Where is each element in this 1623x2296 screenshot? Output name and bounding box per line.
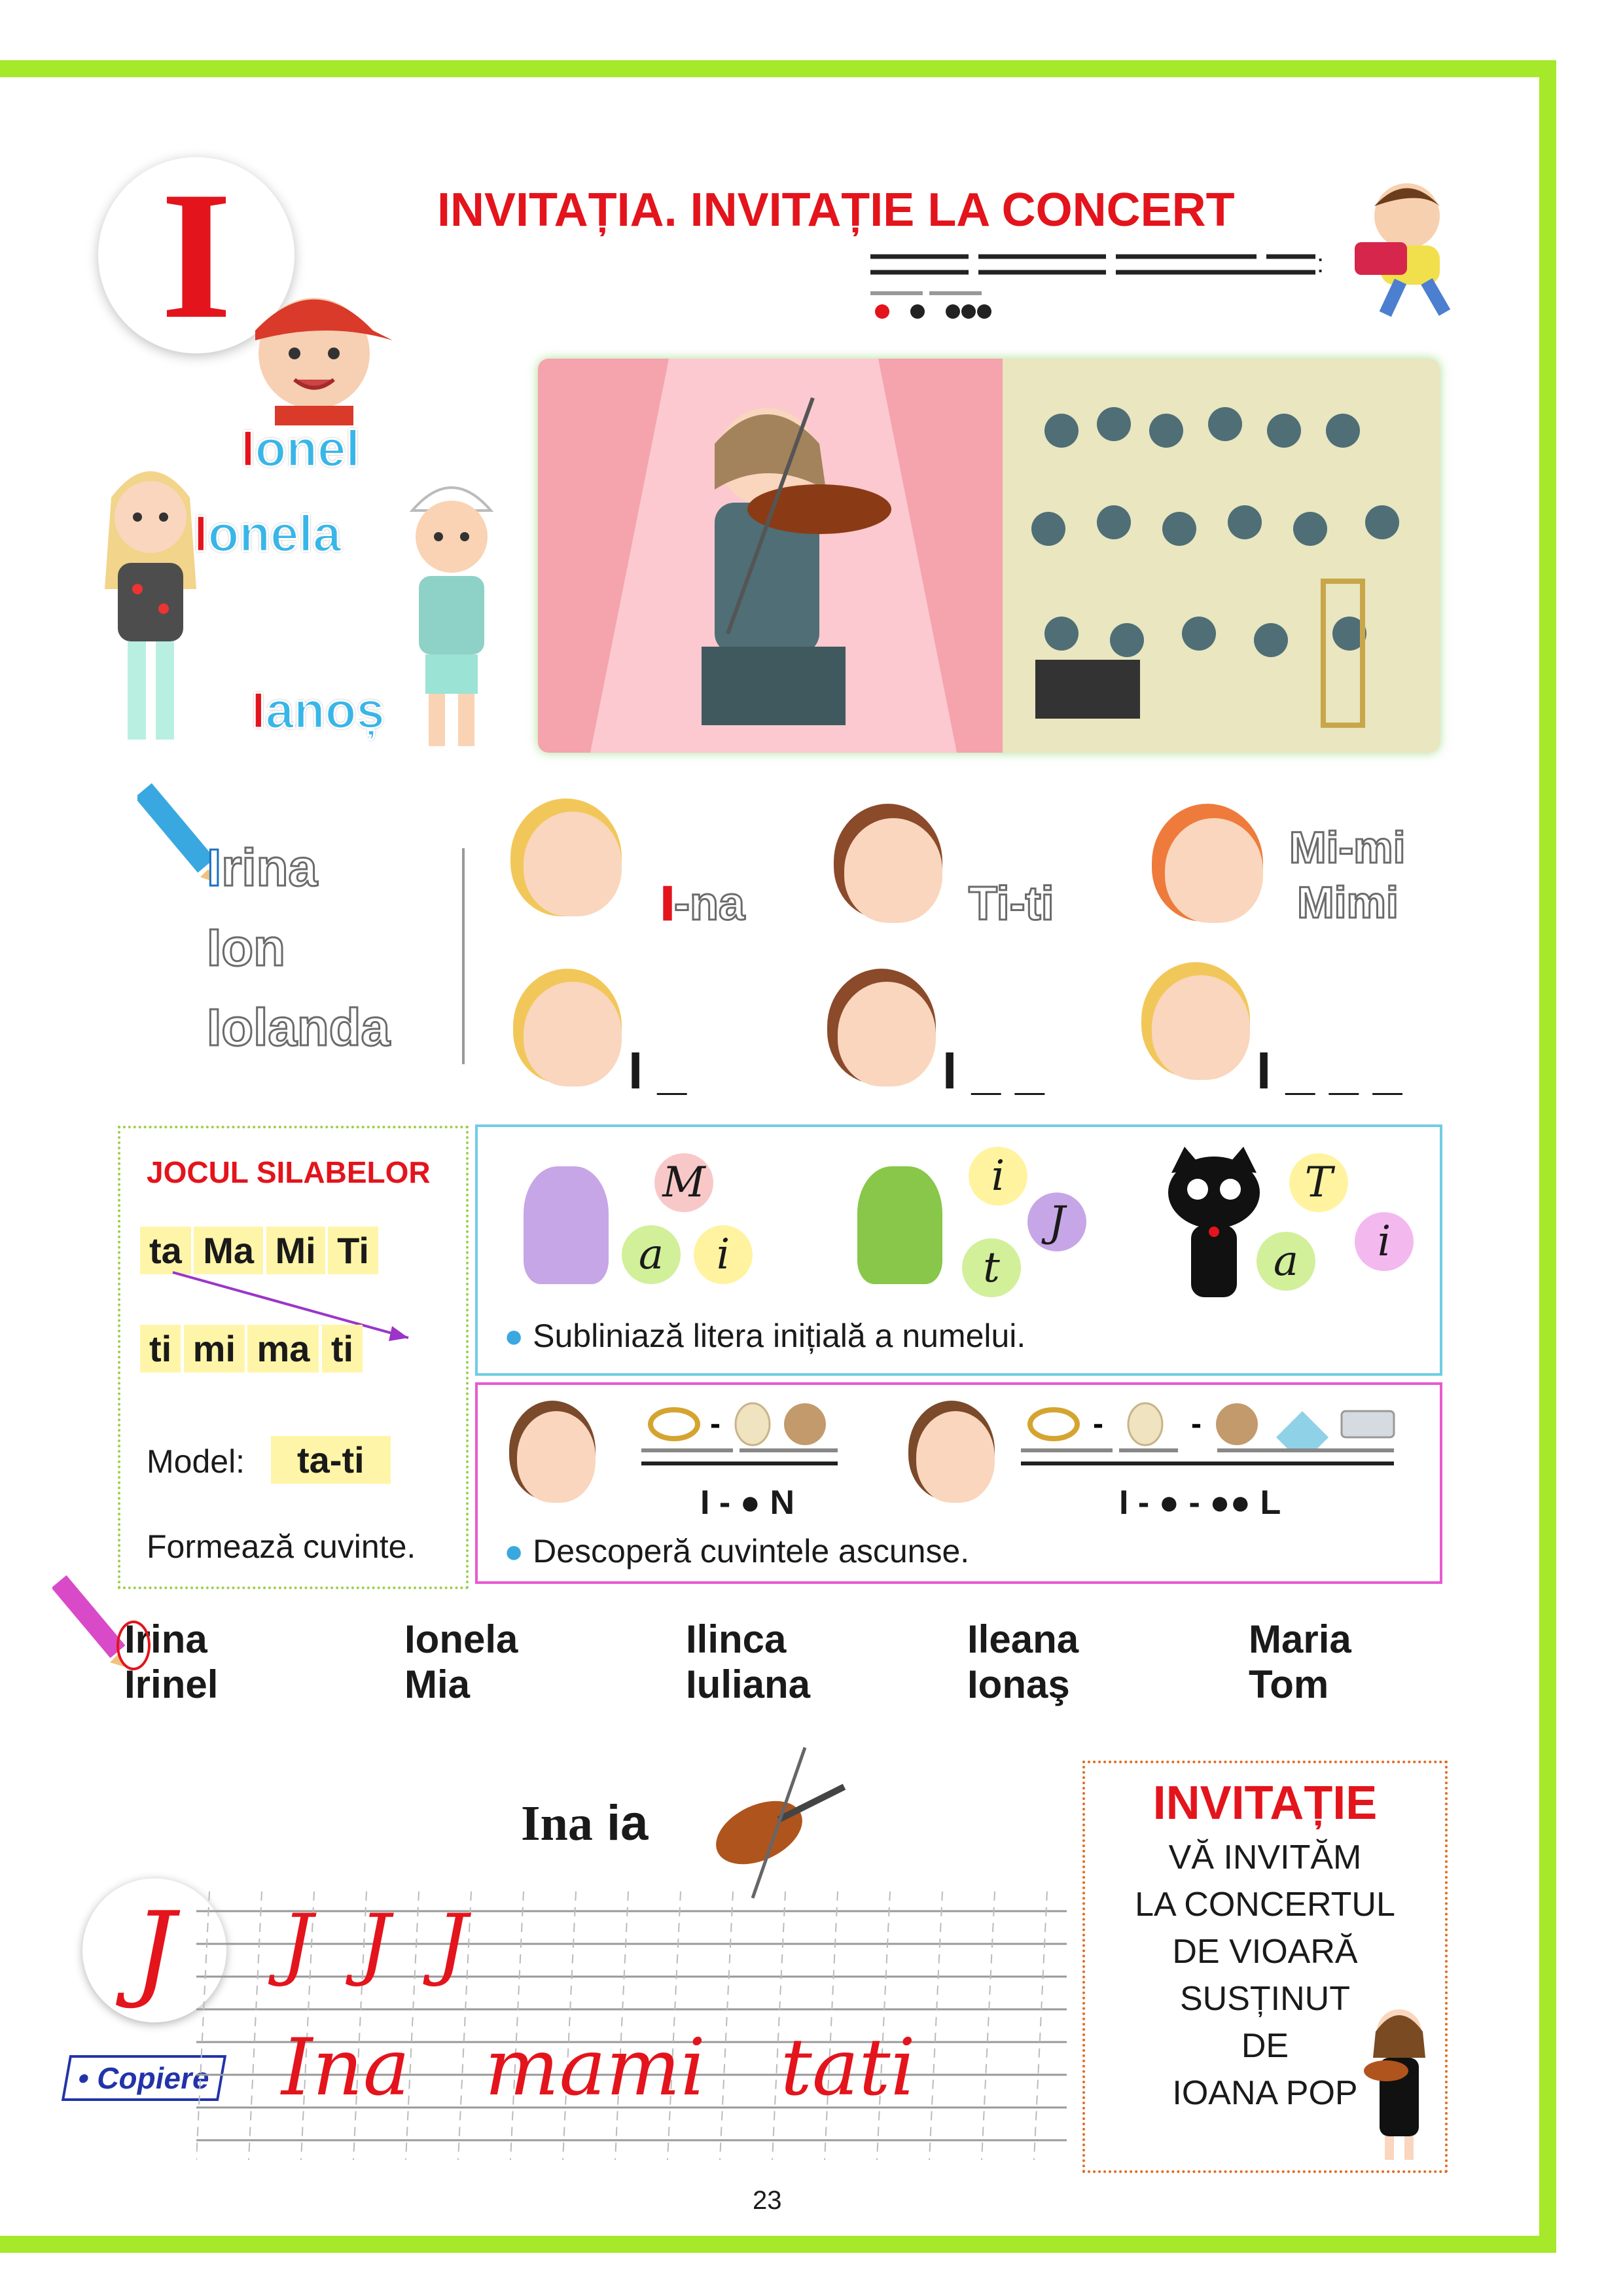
bubble-a: a xyxy=(622,1225,681,1284)
name-col-5: Maria Tom xyxy=(1249,1617,1351,1706)
page-number: 23 xyxy=(753,2186,782,2215)
model-label: Model: xyxy=(147,1443,245,1480)
hidden-word-1-scheme: I - ● N xyxy=(700,1484,795,1522)
bubble-i-3: i xyxy=(1355,1212,1414,1271)
name-col-4: Ileana Ionaş xyxy=(967,1617,1079,1706)
face-boy-ionel xyxy=(916,1411,995,1503)
syllable-game-box xyxy=(118,1126,469,1589)
initial-letter-box xyxy=(475,1124,1442,1376)
invitation-card xyxy=(1082,1761,1448,2173)
bubble-T: T xyxy=(1289,1153,1348,1212)
invitation-title: INVITAȚIE xyxy=(1152,1777,1378,1829)
boy-ianos-illustration xyxy=(393,471,510,753)
copy-line-1: J J J xyxy=(281,1898,478,1989)
syllable-game-heading: JOCUL SILABELOR xyxy=(147,1155,431,1189)
name-ionela: Ionela xyxy=(194,505,342,562)
page-frame-bottom xyxy=(0,2236,1556,2253)
face-girl-3 xyxy=(1152,975,1250,1080)
girl-ionela-illustration xyxy=(92,458,209,759)
violin-icon xyxy=(707,1741,857,1905)
syllable-instruction: Formează cuvinte. xyxy=(147,1528,416,1565)
label-ina: I-na xyxy=(661,878,745,930)
svg-text:-: - xyxy=(710,1407,721,1441)
concert-illustration xyxy=(538,359,1440,753)
cat-icon xyxy=(1158,1147,1270,1304)
invitation-text: VĂ INVITĂM LA CONCERTUL DE VIOARĂ SUSȚINUT DE IOANA POP xyxy=(1135,1839,1395,2112)
bubble-J: J xyxy=(1027,1193,1086,1251)
blank-word-1: I _ xyxy=(628,1041,687,1100)
face-girl-2 xyxy=(524,982,622,1086)
hidden-word-2-scheme: I - ● - ●● L xyxy=(1119,1484,1281,1522)
name-iolanda: Iolanda xyxy=(207,998,391,1056)
model-value: ta-ti xyxy=(271,1436,391,1484)
circled-initial xyxy=(116,1621,151,1670)
walnut-icon xyxy=(784,1403,826,1445)
label-mimi: Mimi xyxy=(1297,878,1399,927)
label-titi: Ti-ti xyxy=(969,878,1054,930)
page-frame-top xyxy=(0,60,1556,77)
grandpa-illustration xyxy=(857,1166,942,1284)
name-col-3: Ilinca Iuliana xyxy=(686,1617,811,1706)
bubble-t: t xyxy=(962,1238,1021,1297)
name-col-1: Irina Irinel xyxy=(124,1617,219,1706)
razor-icon xyxy=(1342,1411,1394,1437)
boy-ionel-illustration xyxy=(236,268,393,425)
face-boy-2 xyxy=(838,982,936,1086)
egg-icon xyxy=(736,1403,770,1445)
donkey-icon xyxy=(1276,1411,1329,1450)
concert-scene xyxy=(538,359,1440,753)
initial-letter-instruction: ● Subliniază litera inițială a numelui. xyxy=(504,1318,1026,1354)
hidden-words-instruction: ● Descoperă cuvintele ascunse. xyxy=(504,1533,970,1570)
blank-word-2: I _ _ xyxy=(942,1041,1044,1100)
divider xyxy=(462,848,465,1064)
hidden-word-1-pictures xyxy=(641,1398,851,1470)
svg-text:-: - xyxy=(1191,1407,1202,1441)
running-boy-illustration xyxy=(1335,177,1466,327)
copy-label: • Copiere xyxy=(62,2055,226,2101)
name-col-2: Ionela Mia xyxy=(404,1617,518,1706)
name-ianos: Ianoș xyxy=(251,681,385,739)
name-ion: Ion xyxy=(207,918,285,977)
copy-line-2: Ina mami tati xyxy=(281,2022,916,2113)
bubble-a-2: a xyxy=(1257,1232,1315,1291)
name-ionel: Ionel xyxy=(241,420,361,477)
blank-word-3: I _ _ _ xyxy=(1257,1041,1402,1100)
svg-text:-: - xyxy=(1093,1407,1103,1441)
bubble-i-2: i xyxy=(969,1147,1027,1206)
ring-icon xyxy=(651,1410,698,1439)
big-letter: I xyxy=(160,153,232,357)
scheme-colon: : xyxy=(1317,249,1325,278)
page-frame-right xyxy=(1539,60,1556,2253)
syllable-row-1: ta Ma Mi Ti xyxy=(140,1227,378,1274)
violin-icon xyxy=(747,484,891,534)
bubble-i: i xyxy=(694,1225,753,1284)
face-boy-ion xyxy=(517,1411,596,1503)
cursive-letter-badge: J xyxy=(82,1878,226,2022)
hidden-words-box xyxy=(475,1382,1442,1584)
bubble-M: M xyxy=(654,1153,713,1212)
violinist-girl-illustration xyxy=(1360,2005,1438,2162)
syllable-scheme xyxy=(864,249,1335,327)
sentence: Ina ia xyxy=(521,1795,649,1851)
hidden-word-2-pictures xyxy=(1021,1398,1400,1470)
page-title: INVITAȚIA. INVITAȚIE LA CONCERT xyxy=(437,184,1235,236)
syllable-row-2: ti mi ma ti xyxy=(140,1325,363,1372)
face-ina xyxy=(524,812,622,916)
label-mi-mi: Mi-mi xyxy=(1289,823,1406,872)
name-irina: Irina xyxy=(207,838,317,897)
face-titi xyxy=(844,818,942,923)
grandma-illustration xyxy=(524,1166,609,1284)
face-mimi xyxy=(1165,818,1263,923)
